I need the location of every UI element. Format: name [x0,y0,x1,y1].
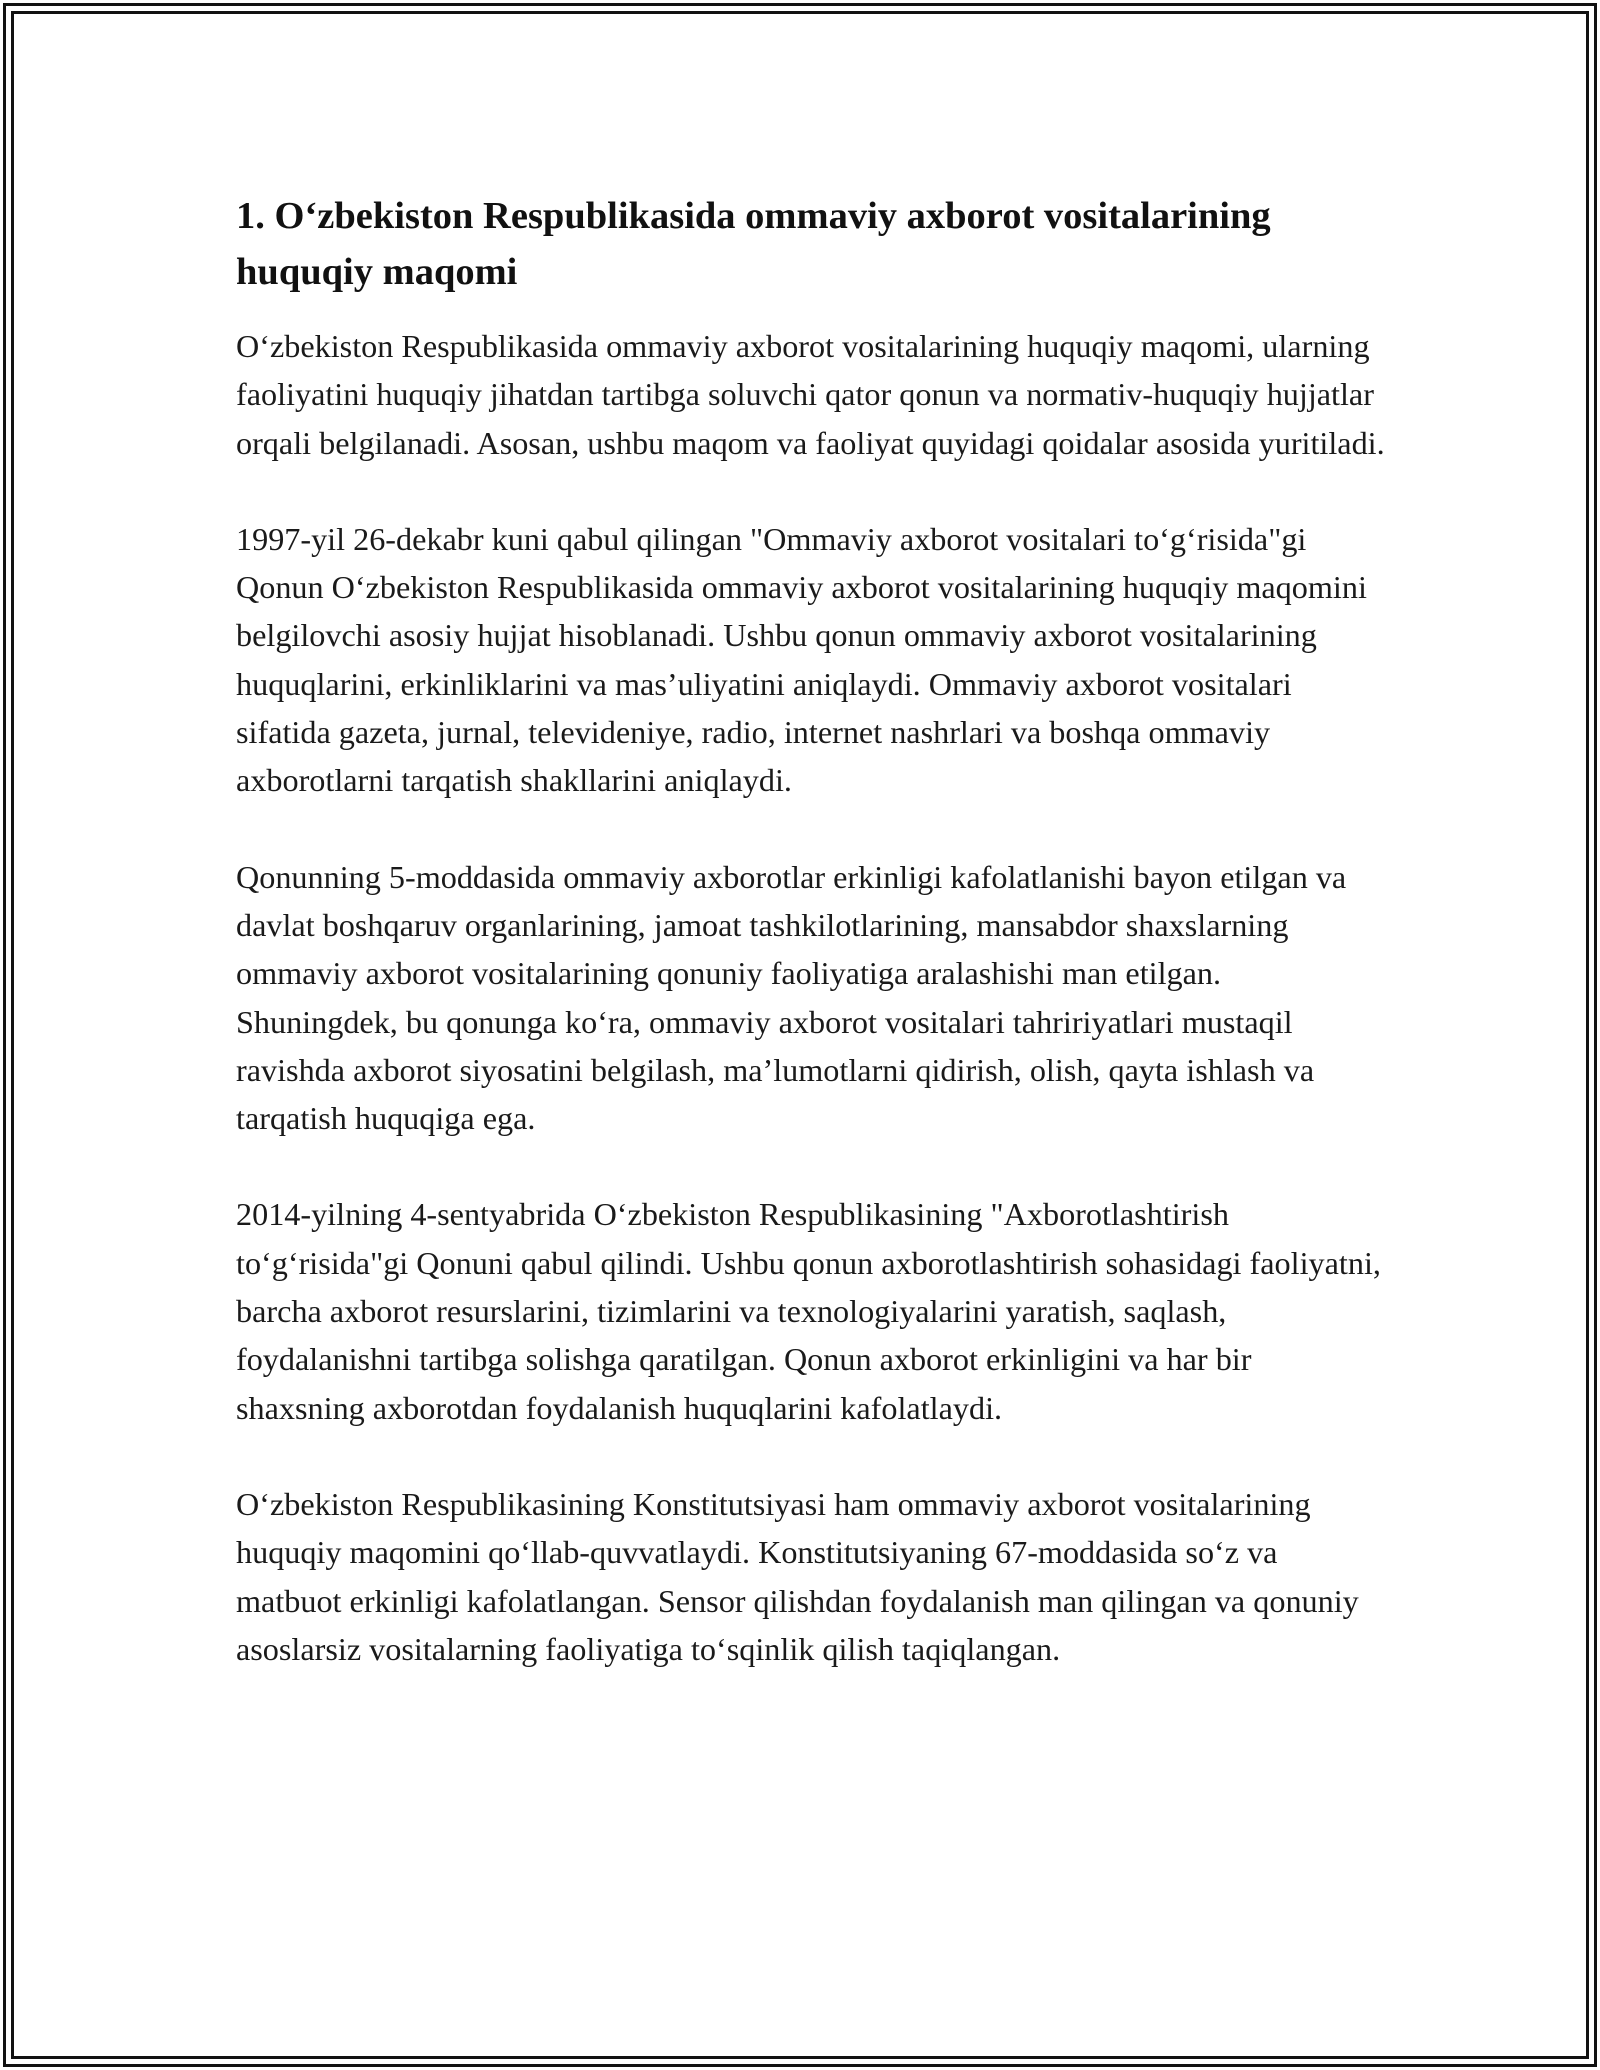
paragraph-1: Oʻzbekiston Respublikasida ommaviy axborot vositalarining huquqiy maqomi, ularning faoliyatini huquqiy jihatdan tartibga soluvchi qator qonun va normativ-huquqiy hujjatlar orqali belgilanadi. Asosan, ushbu maqom va faoliyat quyidagi qoidalar asosida yuritiladi. [236,328,1385,461]
paragraph-3: Qonunning 5-moddasida ommaviy axborotlar erkinligi kafolatlanishi bayon etilgan va davlat boshqaruv organlarining, jamoat tashkilotlarining, mansabdor shaxslarning ommaviy axborot vositalarining qonuniy faoliyatiga aralashishi man etilgan. Shuningdek, bu qonunga koʻra, ommaviy axborot vositalari tahririyatlari mustaqil ravishda axborot siyosatini belgilash, maʼlumotlarni qidirish, olish, qayta ishlash va tarqatish huquqiga ega. [236,858,1347,1137]
paragraph-5: Oʻzbekiston Respublikasining Konstitutsiyasi ham ommaviy axborot vositalarining huquqiy maqomini qoʻllab-quvvatlaydi. Konstitutsiyaning 67-moddasida soʻz va matbuot erkinligi kafolatlangan. Sensor qilishdan foydalanish man qilingan va qonuniy asoslarsiz vositalarning faoliyatiga toʻsqinlik qilish taqiqlangan. [236,1485,1359,1667]
paragraph-4: 2014-yilning 4-sentyabrida Oʻzbekiston Respublikasining "Axborotlashtirish toʻgʻrisida"gi Qonuni qabul qilindi. Ushbu qonun axborotlashtirish sohasidagi faoliyatni, barcha axborot resurslarini, tizimlarini va texnologiyalarini yaratish, saqlash, foydalanishni tartibga solishga qaratilgan. Qonun axborot erkinligini va har bir shaxsning axborotdan foydalanish huquqlarini kafolatlaydi. [236,1196,1381,1426]
paragraph-2: 1997-yil 26-dekabr kuni qabul qilingan "Ommaviy axborot vositalari toʻgʻrisida"gi Qonun Oʻzbekiston Respublikasida ommaviy axborot vositalarining huquqiy maqomini belgilovchi asosiy hujjat hisoblanadi. Ushbu qonun ommaviy axborot vositalarining huquqlarini, erkinliklarini va masʼuliyatini aniqlaydi. Ommaviy axborot vositalari sifatida gazeta, jurnal, televideniye, radio, internet nashrlari va boshqa ommaviy axborotlarni tarqatish shakllarini aniqlaydi. [236,520,1367,799]
document-body [236,188,1386,1673]
section-title: 1. Oʻzbekiston Respublikasida ommaviy axborot vositalarining huquqiy maqomi [236,195,1271,293]
